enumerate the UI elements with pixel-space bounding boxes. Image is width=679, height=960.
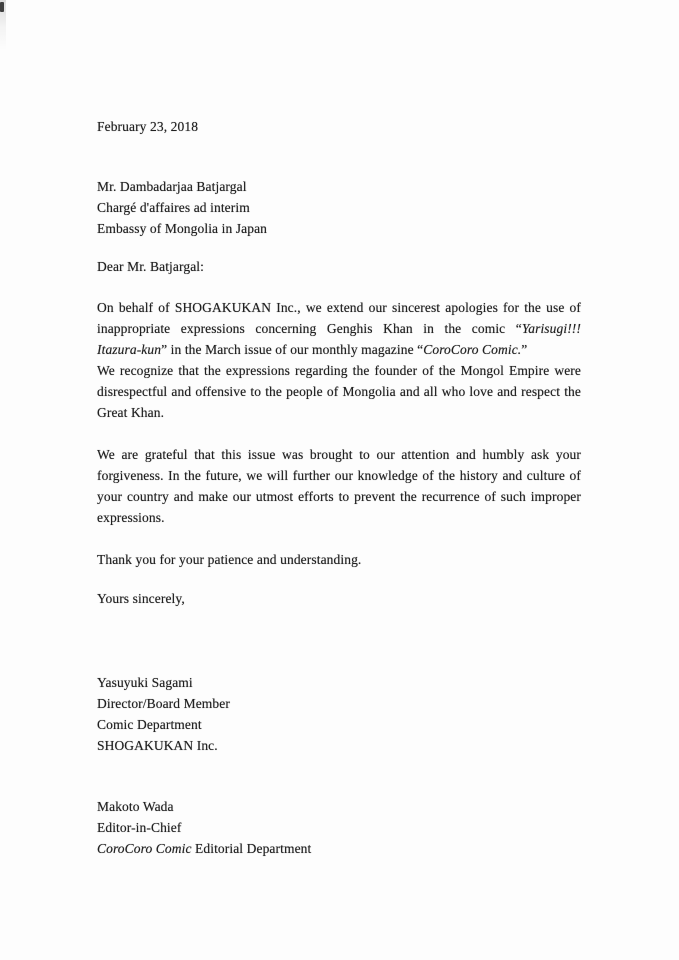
text-run: Great Khan. <box>97 405 165 420</box>
signature-1-block-line-1 <box>97 672 581 693</box>
text-run: Yasuyuki Sagami <box>97 675 193 690</box>
signature-2-block-line-1 <box>97 796 581 817</box>
paragraph-1-line-2 <box>97 318 581 339</box>
text-run: Editor-in-Chief <box>97 820 182 835</box>
paragraph-2-line-2 <box>97 381 581 402</box>
text-run: We are grateful that this issue was brought to our attention and humbly ask your <box>97 447 581 462</box>
text-run: your country and make our utmost efforts to prevent the recurrence of such improper <box>97 489 581 504</box>
text-run: ” <box>521 342 528 357</box>
recipient-block-line-1 <box>97 176 581 197</box>
paragraph-3-line-2 <box>97 465 581 486</box>
italic-text-run: CoroCoro Comic <box>97 841 192 856</box>
signature-2-block-line-3 <box>97 838 581 859</box>
text-run: inappropriate expressions concerning Genghis Khan in the comic “ <box>97 321 522 336</box>
text-run: Thank you for your patience and understanding. <box>97 552 362 567</box>
signature-2-block-line-2 <box>97 817 581 838</box>
text-run: Yours sincerely, <box>97 591 185 606</box>
signature-1-block-line-4 <box>97 735 581 756</box>
text-run: Dear Mr. Batjargal: <box>97 259 204 274</box>
date-block-line-1 <box>97 116 581 137</box>
signature-2-block <box>97 796 581 859</box>
text-run: Comic Department <box>97 717 202 732</box>
text-run: expressions. <box>97 510 165 525</box>
text-run: February 23, 2018 <box>97 119 199 134</box>
signature-1-block-line-2 <box>97 693 581 714</box>
salutation-block-line-1 <box>97 256 581 277</box>
text-run: Embassy of Mongolia in Japan <box>97 221 268 236</box>
signoff-block <box>97 588 581 609</box>
text-run: On behalf of SHOGAKUKAN Inc., we extend our sincerest apologies for the use of <box>97 300 581 315</box>
text-run: Mr. Dambadarjaa Batjargal <box>97 179 247 194</box>
paragraph-3-line-3 <box>97 486 581 507</box>
paragraph-2 <box>97 360 581 423</box>
text-run: forgiveness. In the future, we will further our knowledge of the history and culture of <box>97 468 581 483</box>
text-run: disrespectful and offensive to the people of Mongolia and all who love and respect the <box>97 384 581 399</box>
paragraph-3 <box>97 444 581 528</box>
text-run: ” in the March issue of our monthly magazine “ <box>161 342 424 357</box>
signoff-block-line-1 <box>97 588 581 609</box>
paragraph-1-line-1 <box>97 297 581 318</box>
italic-text-run: CoroCoro Comic. <box>423 342 522 357</box>
closing-thanks-block-line-1 <box>97 549 581 570</box>
text-run: We recognize that the expressions regarding the founder of the Mongol Empire were <box>97 363 581 378</box>
signature-1-block-line-3 <box>97 714 581 735</box>
italic-text-run: Itazura-kun <box>97 342 162 357</box>
closing-thanks-block <box>97 549 581 570</box>
recipient-block <box>97 176 581 239</box>
recipient-block-line-2 <box>97 197 581 218</box>
paragraph-2-line-3 <box>97 402 581 423</box>
date-block <box>97 116 581 137</box>
text-run: Makoto Wada <box>97 799 174 814</box>
paragraph-3-line-1 <box>97 444 581 465</box>
letter-body <box>97 0 581 859</box>
text-run: SHOGAKUKAN Inc. <box>97 738 218 753</box>
scan-mark-artifact <box>0 2 4 12</box>
paragraph-1-line-3 <box>97 339 581 360</box>
salutation-block <box>97 256 581 277</box>
text-run: Chargé d'affaires ad interim <box>97 200 250 215</box>
signature-1-block <box>97 672 581 756</box>
paragraph-2-line-1 <box>97 360 581 381</box>
text-run: Editorial Department <box>191 841 312 856</box>
paragraph-3-line-4 <box>97 507 581 528</box>
recipient-block-line-3 <box>97 218 581 239</box>
text-run: Director/Board Member <box>97 696 230 711</box>
italic-text-run: Yarisugi!!! <box>521 321 581 336</box>
paragraph-1 <box>97 297 581 360</box>
